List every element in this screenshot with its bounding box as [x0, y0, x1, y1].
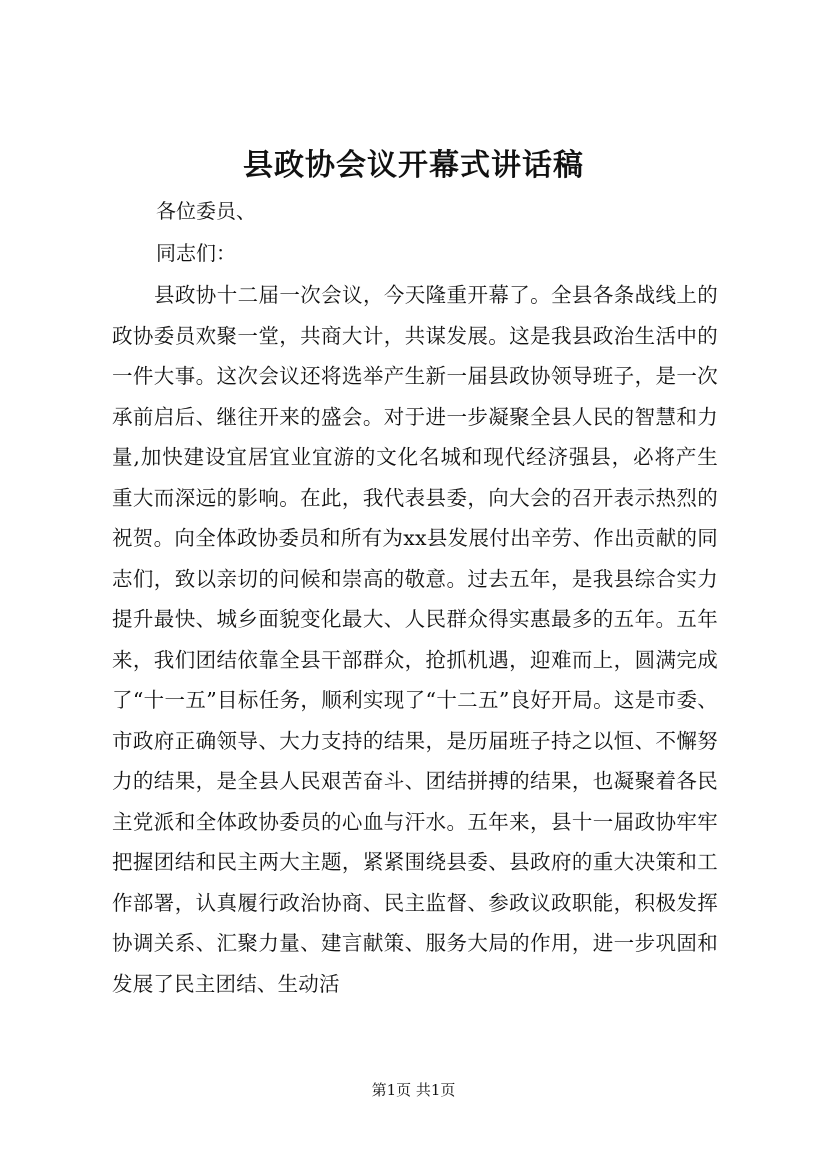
salutation-line-2: 同志们：: [156, 241, 236, 265]
page-footer: 第1页 共1页: [371, 1081, 456, 1099]
body-paragraph: 县政协十二届一次会议，今天隆重开幕了。全县各条战线上的政协委员欢聚一堂，共商大计，共谋发展。这是我县政治生活中的一件大事。这次会议还将选举产生新一届县政协领导班子，是一次承前启后、继往开来的盛会。对于进一步凝聚全县人民的智慧和力量,加快建设宜居宜业宜游的文化名城和现代经济强县，必将产生重大而深远的影响。在此，我代表县委，向大会的召开表示热烈的祝贺。向全体政协委员和所有为xx县发展付出辛劳、作出贡献的同志们，致以亲切的问候和崇高的敬意。过去五年，是我县综合实力提升最快、城乡面貌变化最大、人民群众得实惠最多的五年。五年来，我们团结依靠全县干部群众，抢抓机遇，迎难而上，圆满完成了“十一五”目标任务，顺利实现了“十二五”良好开局。这是市委、市政府正确领导、大力支持的结果，是历届班子持之以恒、不懈努力的结果，是全县人民艰苦奋斗、团结拼搏的结果，也凝聚着各民主党派和全体政协委员的心血与汗水。五年来，县十一届政协牢牢把握团结和民主两大主题，紧紧围绕县委、县政府的重大决策和工作部署，认真履行政治协商、民主监督、参政议政职能，积极发挥协调关系、汇聚力量、建言献策、服务大局的作用，进一步巩固和发展了民主团结、生动活: [112, 283, 718, 996]
salutation-line-1: 各位委员、: [156, 199, 256, 223]
document-title: 县政协会议开幕式讲话稿: [243, 148, 584, 183]
